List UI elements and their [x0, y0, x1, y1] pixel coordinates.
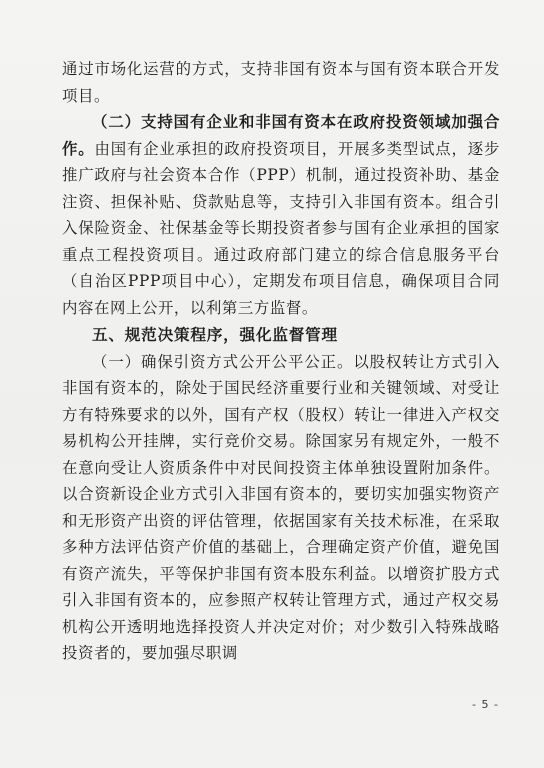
page-number: - 5 - — [472, 698, 499, 711]
paragraph-body: 以股权转让方式引入非国有资本的，除处于国民经济重要行业和关键领域、对受让方有特殊要求的以外，国有产权（股权）转让一律进入产权交易机构公开挂牌，实行竞价交易。除国家另有规定外，一般不在意向受让人资质条件中对民间投资主体单独设置附加条件。以合资新设企业方式引入非国有资本的，要切实加强实物资产和无形资产出资的评估管理，依据国家有关技术标准，在采取多种方法评估资产价值的基础上，合理确定资产价值，避免国有资产流失，平等保护非国有资本股东利益。以增资扩股方式引入非国有资本的，应参照产权转让管理方式，通过产权交易机构公开透明地选择投资人并决定对价；对少数引入特殊战略投资者的，要加强尽职调 — [62, 352, 500, 662]
subsection-heading-1: （一）确保引资方式公开公平公正。 — [92, 352, 354, 371]
document-body — [62, 56, 500, 667]
paragraph-continuation: 通过市场化运营的方式，支持非国有资本与国有资本联合开发项目。 — [62, 60, 500, 105]
paragraph-body: 由国有企业承担的政府投资项目，开展多类型试点，逐步推广政府与社会资本合作（PPP）机制，通过投资补助、基金注资、担保补贴、贷款贴息等，支持引入非国有资本。组合引入保险资金、社保基金等长期投资者参与国有企业承担的国家重点工程投资项目。通过政府部门建立的综合信息服务平台（自治区PPP项目中心），定期发布项目信息，确保项目合同内容在网上公开，以利第三方监督。 — [62, 139, 500, 317]
subsection-heading-2: （二）支持国有企业和非国有资本在政府投资领域加强合作。 — [62, 113, 500, 158]
paragraph-government-investment-cooperation — [62, 109, 500, 321]
paragraph-fair-investment-methods — [62, 349, 500, 667]
section-heading-5: 五、规范决策程序，强化监督管理 — [92, 326, 338, 344]
